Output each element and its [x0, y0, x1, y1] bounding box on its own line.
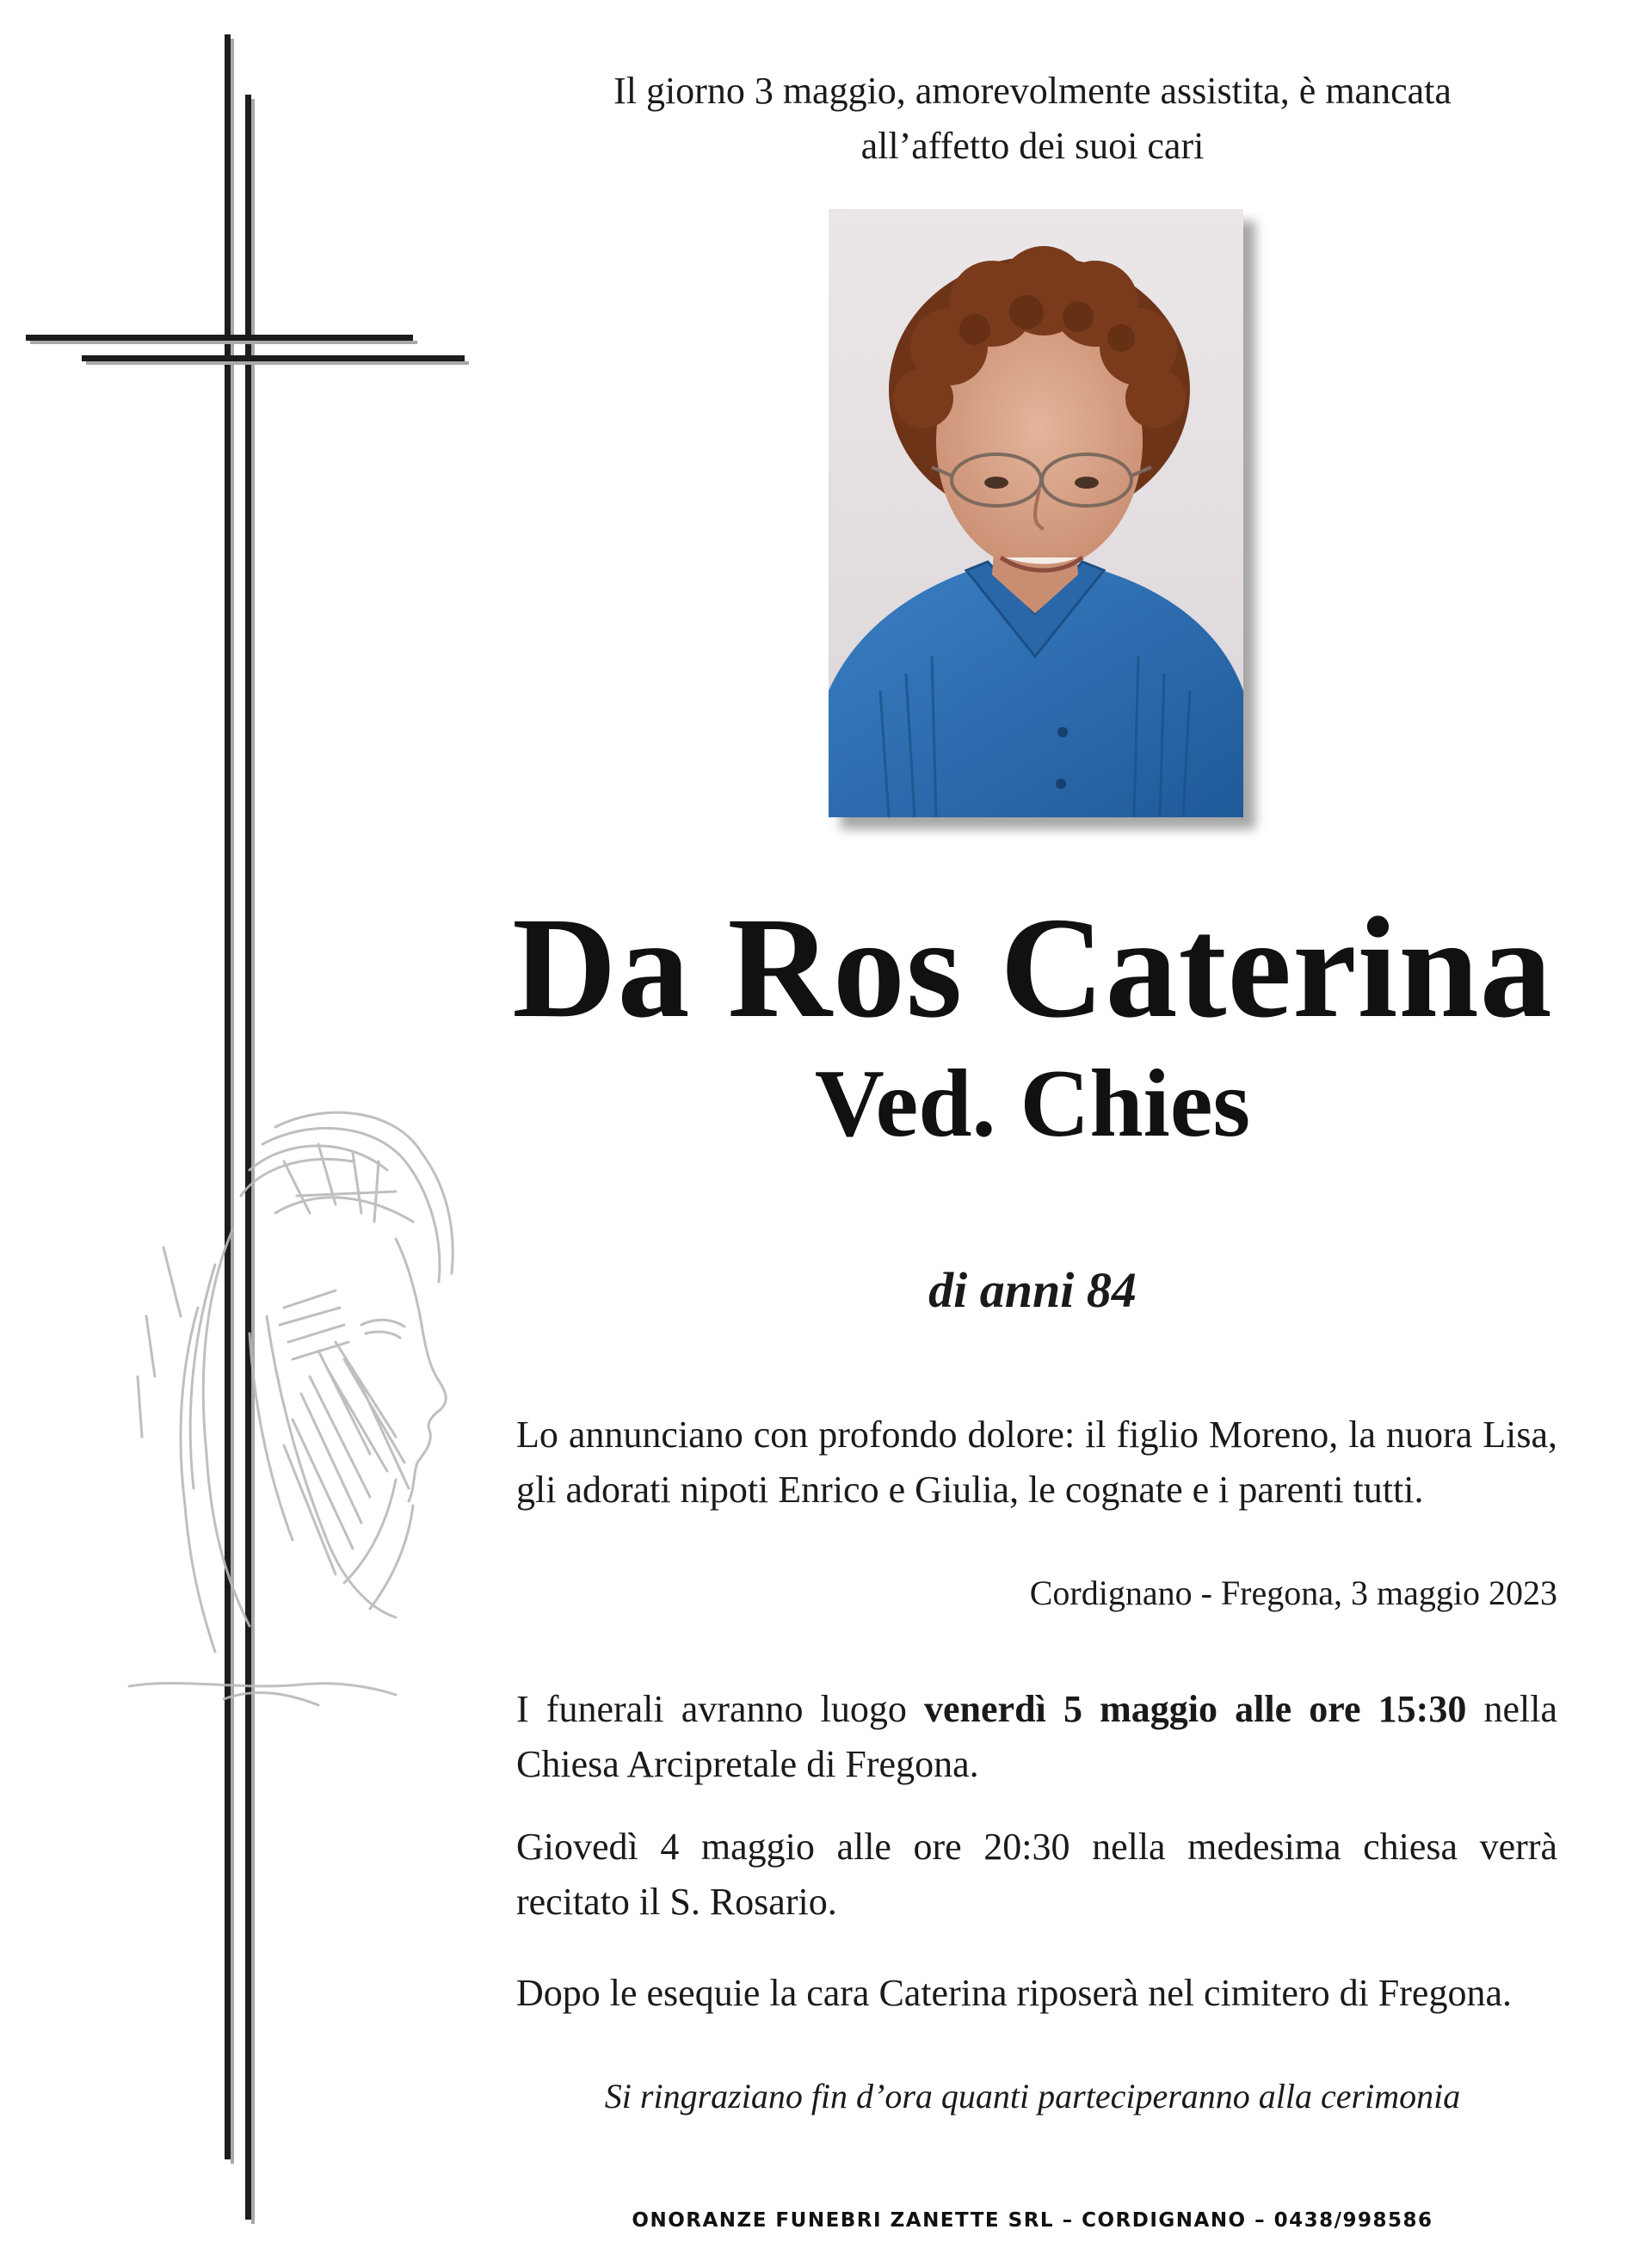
deceased-name: Da Ros Caterina: [512, 888, 1553, 1048]
funeral-home-footer: ONORANZE FUNEBRI ZANETTE SRL – CORDIGNANO – 0438/998586: [632, 2209, 1433, 2232]
thanks-text: Si ringraziano fin d’ora quanti parteciperanno alla cerimonia: [604, 2077, 1461, 2116]
funeral-text: [516, 1682, 1557, 1792]
portrait-photo: [829, 209, 1243, 817]
place-date-text: Cordignano - Fregona, 3 maggio 2023: [1029, 1574, 1557, 1612]
rosary-text: Giovedì 4 maggio alle ore 20:30 nella medesima chiesa verrà recitato il S. Rosario.: [516, 1826, 1557, 1923]
announcement-text: Lo annunciano con profondo dolore: il figlio Moreno, la nuora Lisa, gli adorati nipoti Enrico e Giulia, le cognate e i parenti tutti.: [516, 1413, 1557, 1511]
married-name: Ved. Chies: [814, 1050, 1251, 1157]
funeral-datetime: venerdì 5 maggio alle ore 15:30: [924, 1688, 1467, 1730]
funeral-suffix: nella Chiesa Arcipretale di Fregona.: [516, 1688, 1558, 1785]
funeral-prefix: I funerali avranno luogo: [516, 1688, 925, 1730]
age-text: di anni 84: [928, 1262, 1137, 1318]
intro-line-2: all’affetto dei suoi cari: [860, 125, 1205, 167]
christ-sketch-icon: [112, 1093, 490, 1729]
intro-text: [516, 64, 1549, 174]
intro-line-1: Il giorno 3 maggio, amorevolmente assistita, è mancata: [613, 70, 1452, 112]
portrait-image: [829, 209, 1243, 817]
burial-text: Dopo le esequie la cara Caterina riposerà nel cimitero di Fregona.: [516, 1972, 1512, 2014]
